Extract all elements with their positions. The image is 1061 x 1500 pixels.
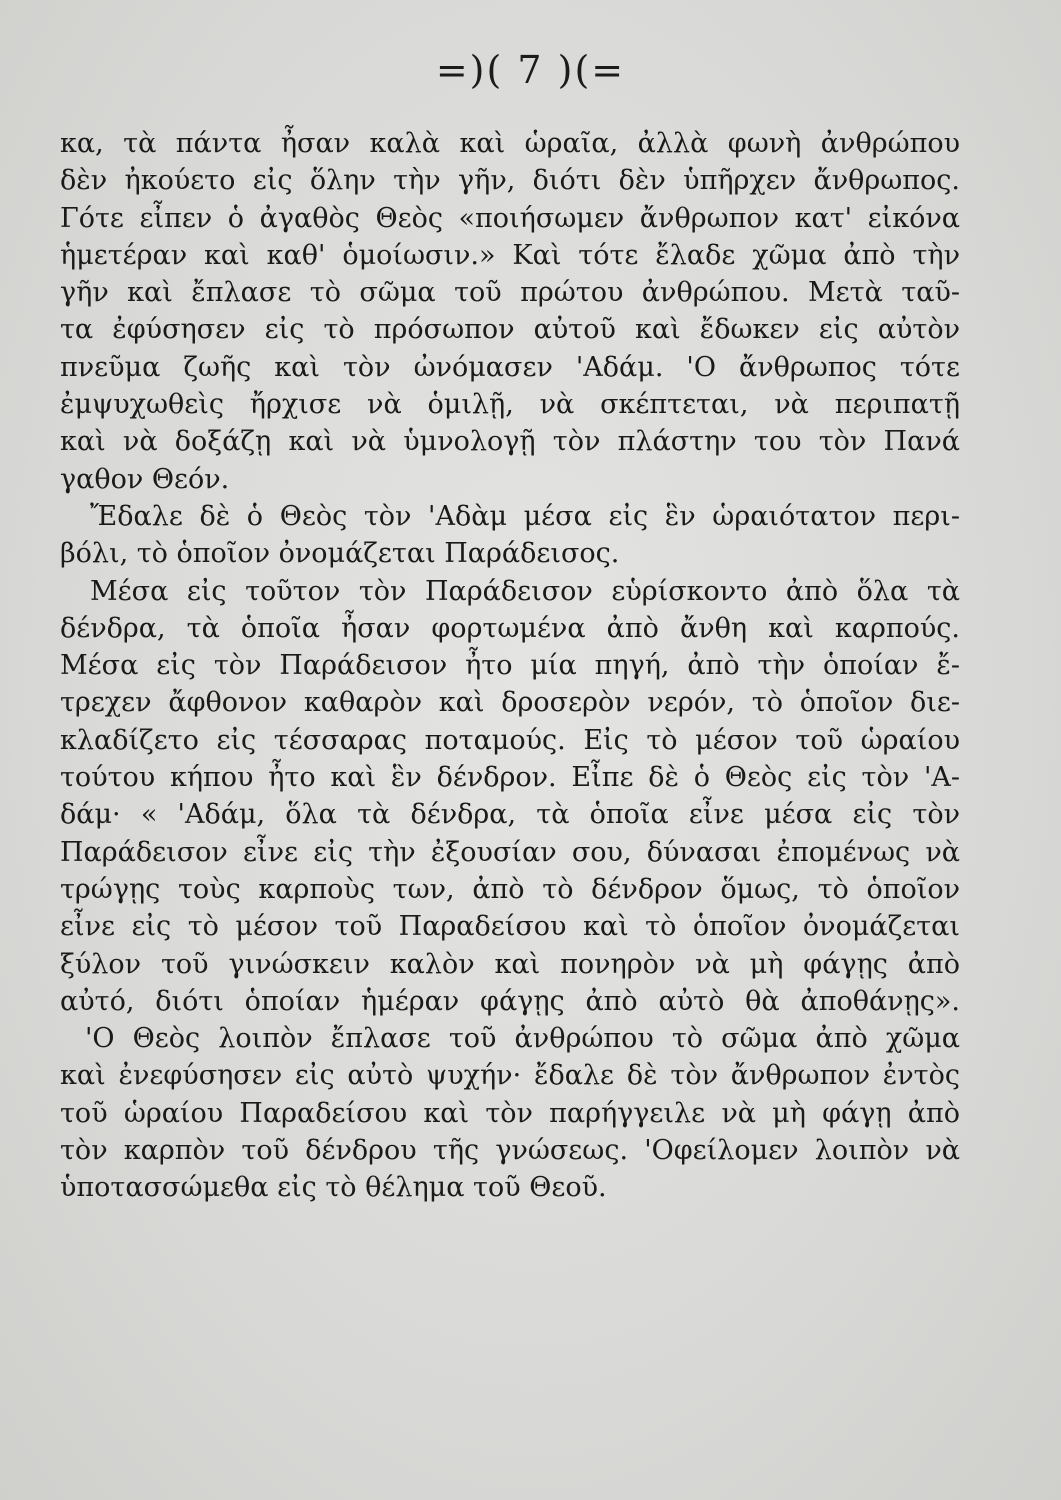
- text-line: κλαδίζετο εἰς τέσσαρας ποταμούς. Εἰς τὸ μέσον τοῦ ὡραίου: [60, 724, 960, 756]
- text-line: τοῦ ὡραίου Παραδείσου καὶ τὸν παρήγγειλε νὰ μὴ φάγῃ ἀπὸ: [60, 1097, 960, 1129]
- text-line: δένδρα, τὰ ὁποῖα ἦσαν φορτωμένα ἀπὸ ἄνθη καὶ καρπούς.: [60, 612, 960, 644]
- text-line: πνεῦμα ζωῆς καὶ τὸν ὠνόμασεν 'Αδάμ. 'Ο ἄνθρωπος τότε: [60, 351, 960, 383]
- page-number: =)( 7 )(=: [435, 48, 626, 92]
- text-line: ὑποτασσώμεθα εἰς τὸ θέλημα τοῦ Θεοῦ.: [60, 1172, 607, 1204]
- text-line: Γότε εἶπεν ὁ ἀγαθὸς Θεὸς «ποιήσωμεν ἄνθρωπον κατ' εἰκόνα: [60, 202, 960, 234]
- text-line: ξύλον τοῦ γινώσκειν καλὸν καὶ πονηρὸν νὰ μὴ φάγῃς ἀπὸ: [60, 948, 960, 980]
- text-line: Μέσα εἰς τὸν Παράδεισον ἦτο μία πηγή, ἀπὸ τὴν ὁποίαν ἔ-: [60, 650, 960, 682]
- text-line: γῆν καὶ ἔπλασε τὸ σῶμα τοῦ πρώτου ἀνθρώπου. Μετὰ ταῦ-: [60, 277, 960, 309]
- text-line: κα, τὰ πάντα ἦσαν καλὰ καὶ ὡραῖα, ἀλλὰ φωνὴ ἀνθρώπου: [60, 128, 960, 159]
- text-line: τρώγῃς τοὺς καρποὺς των, ἀπὸ τὸ δένδρον ὅμως, τὸ ὁποῖον: [60, 873, 960, 905]
- text-line: γαθον Θεόν.: [60, 463, 230, 495]
- text-line: τα ἐφύσησεν εἰς τὸ πρόσωπον αὐτοῦ καὶ ἔδωκεν εἰς αὐτὸν: [60, 314, 960, 346]
- text-line: καὶ νὰ δοξάζῃ καὶ νὰ ὑμνολογῇ τὸν πλάστην του τὸν Πανά: [60, 426, 960, 458]
- text-line: καὶ ἐνεφύσησεν εἰς αὐτὸ ψυχήν· ἔδαλε δὲ τὸν ἄνθρωπον ἐντὸς: [60, 1060, 960, 1092]
- text-line: αὐτό, διότι ὁποίαν ἡμέραν φάγῃς ἀπὸ αὐτὸ θὰ ἀποθάνῃς».: [60, 985, 960, 1017]
- text-line: τούτου κήπου ἦτο καὶ ἓν δένδρον. Εἶπε δὲ ὁ Θεὸς εἰς τὸν 'Α-: [60, 762, 960, 794]
- text-line: δὲν ἠκούετο εἰς ὅλην τὴν γῆν, διότι δὲν ὑπῆρχεν ἄνθρωπος.: [60, 165, 960, 197]
- text-line: δάμ· « 'Αδάμ, ὅλα τὰ δένδρα, τὰ ὁποῖα εἶνε μέσα εἰς τὸν: [60, 799, 960, 831]
- text-line: τρεχεν ἄφθονον καθαρὸν καὶ δροσερὸν νερόν, τὸ ὁποῖον διε-: [60, 687, 960, 719]
- text-line: ἐμψυχωθεὶς ἤρχισε νὰ ὁμιλῇ, νὰ σκέπτεται, νὰ περιπατῇ: [60, 389, 960, 421]
- text-line: τὸν καρπὸν τοῦ δένδρου τῆς γνώσεως. 'Οφείλομεν λοιπὸν νὰ: [60, 1135, 960, 1167]
- text-line: 'Ο Θεὸς λοιπὸν ἔπλασε τοῦ ἀνθρώπου τὸ σῶμα ἀπὸ χῶμα: [85, 1023, 960, 1055]
- text-line: εἶνε εἰς τὸ μέσον τοῦ Παραδείσου καὶ τὸ ὁποῖον ὀνομάζεται: [60, 911, 960, 943]
- text-line: Παράδεισον εἶνε εἰς τὴν ἐξουσίαν σου, δύνασαι ἐπομένως νὰ: [60, 836, 960, 868]
- text-line: Ἔδαλε δὲ ὁ Θεὸς τὸν 'Αδὰμ μέσα εἰς ἓν ὡραιότατον περι-: [90, 500, 960, 532]
- text-line: βόλι, τὸ ὁποῖον ὀνομάζεται Παράδεισος.: [60, 538, 620, 570]
- text-line: Μέσα εἰς τοῦτον τὸν Παράδεισον εὑρίσκοντο ἀπὸ ὅλα τὰ: [90, 575, 960, 607]
- text-line: ἡμετέραν καὶ καθ' ὁμοίωσιν.» Καὶ τότε ἔλαδε χῶμα ἀπὸ τὴν: [60, 239, 960, 271]
- body-text: [60, 125, 960, 1207]
